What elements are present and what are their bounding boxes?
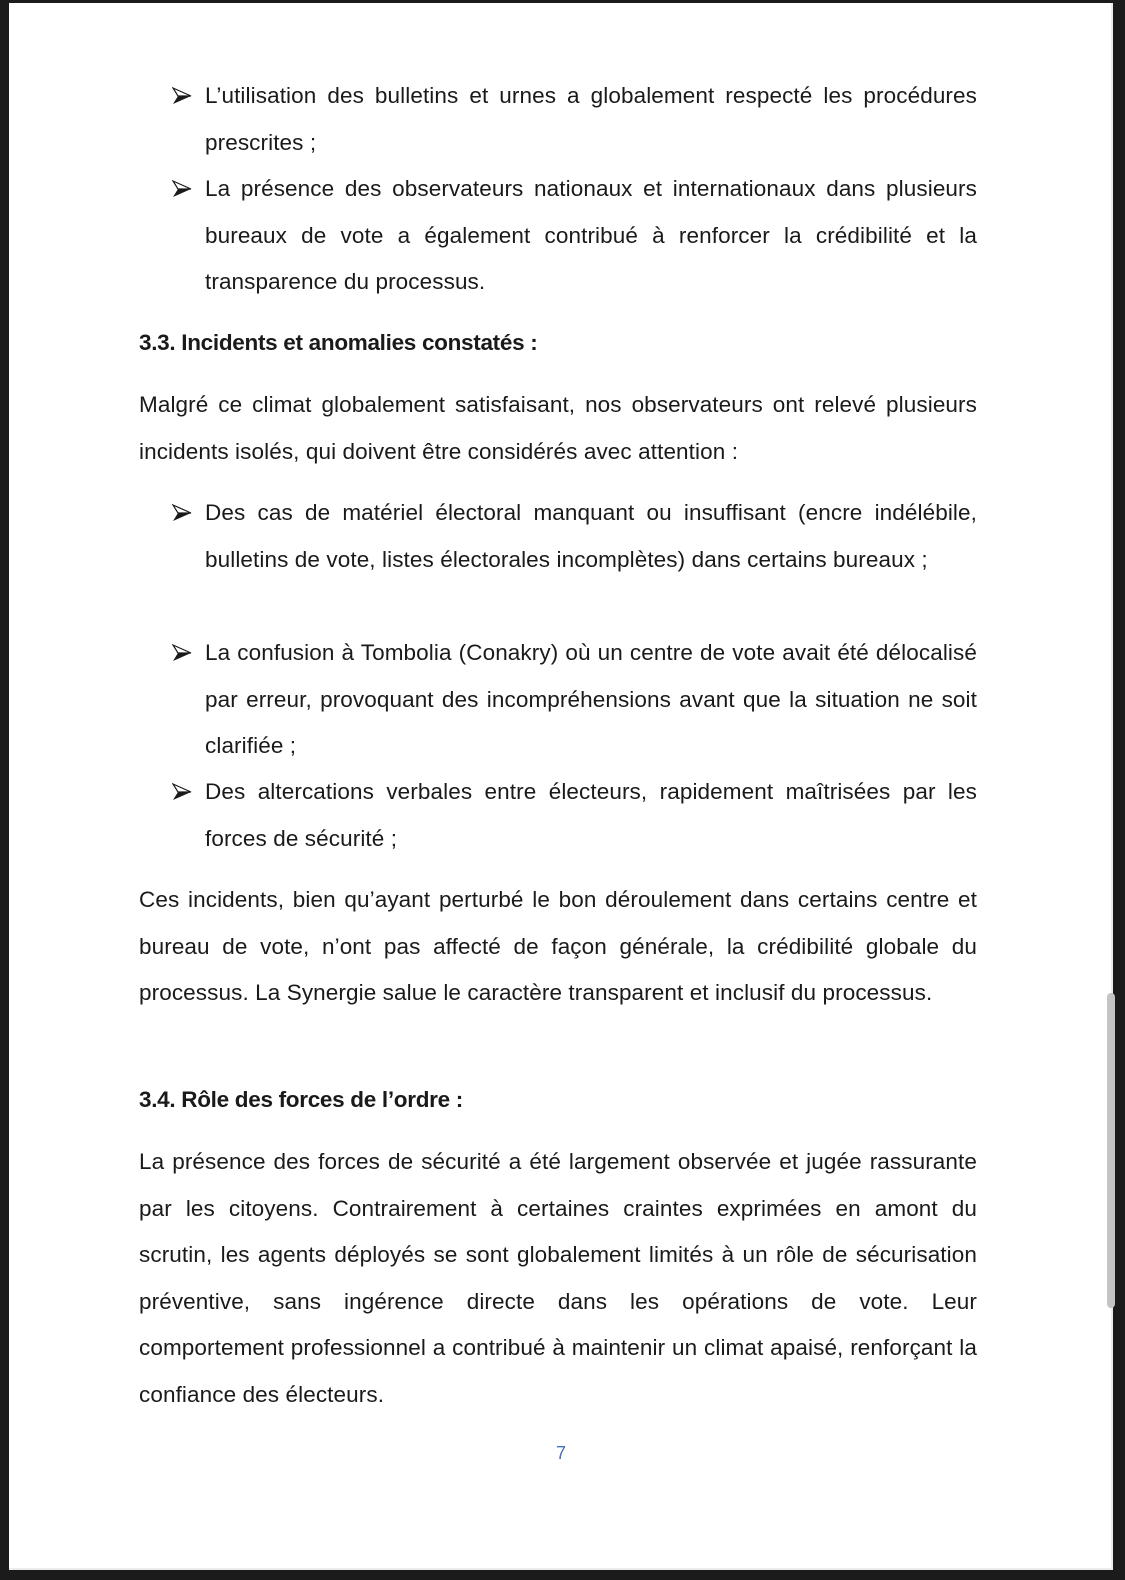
page-number: 7 [555,1443,566,1463]
section-conclusion-paragraph: Ces incidents, bien qu’ayant perturbé le bon déroulement dans certains centre et bureau de vote, n’ont pas affecté de façon générale, la crédibilité globale du processus. La Synergie salue le caractère transparent et inclusif du processus. [139,887,977,1005]
list-item [172,166,977,306]
arrowhead-bullet-icon [172,782,192,802]
list-item [172,73,977,166]
arrowhead-bullet-icon [172,179,192,199]
list-item-text: L’utilisation des bulletins et urnes a globalement respecté les procédures prescrites ; [205,83,977,155]
section-heading-3-4: 3.4. Rôle des forces de l’ordre : [139,1087,463,1112]
list-item-text: La présence des observateurs nationaux et internationaux dans plusieurs bureaux de vote a également contribué à renforcer la crédibilité et la transparence du processus. [205,176,977,294]
list-item [172,769,977,862]
section-intro-paragraph: Malgré ce climat globalement satisfaisant, nos observateurs ont relevé plusieurs incidents isolés, qui doivent être considérés avec attention : [139,392,977,464]
section-heading-3-3: 3.3. Incidents et anomalies constatés : [139,330,538,355]
scrollbar-track[interactable] [1108,3,1116,1570]
section-body-paragraph: La présence des forces de sécurité a été largement observée et jugée rassurante par les citoyens. Contrairement à certaines craintes exprimées en amont du scrutin, les agents déployés se sont globalement limités à un rôle de sécurisation préventive, sans ingérence directe dans les opérations de vote. Leur comportement professionnel a contribué à maintenir un climat apaisé, renforçant la confiance des électeurs. [139,1149,977,1407]
document-page [9,3,1113,1570]
arrowhead-bullet-icon [172,86,192,106]
arrowhead-bullet-icon [172,503,192,523]
list-item-text: La confusion à Tombolia (Conakry) où un centre de vote avait été délocalisé par erreur, provoquant des incompréhensions avant que la situation ne soit clarifiée ; [205,640,977,758]
list-item-text: Des cas de matériel électoral manquant ou insuffisant (encre indélébile, bulletins de vote, listes électorales incomplètes) dans certains bureaux ; [205,500,977,572]
arrowhead-bullet-icon [172,643,192,663]
list-item-text: Des altercations verbales entre électeurs, rapidement maîtrisées par les forces de sécurité ; [205,779,977,851]
list-item [172,490,977,583]
list-item [172,630,977,770]
scrollbar-thumb[interactable] [1107,993,1115,1308]
